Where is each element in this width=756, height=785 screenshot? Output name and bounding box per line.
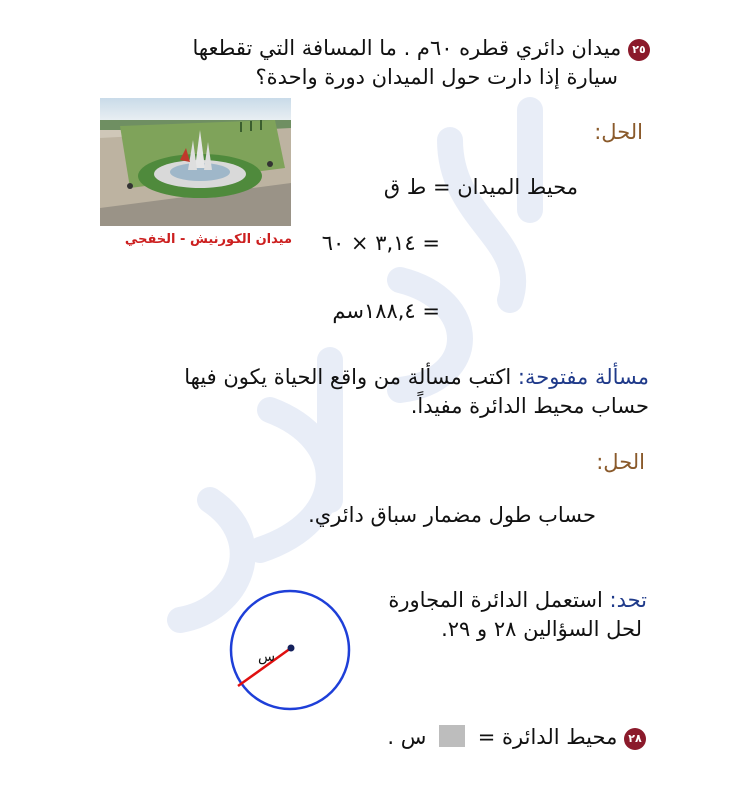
roundabout-photo <box>100 98 291 226</box>
solution-2-text: حساب طول مضمار سباق دائري. <box>308 503 596 527</box>
challenge-line1: استعمل الدائرة المجاورة <box>388 588 610 612</box>
solution-step-1: محيط الميدان = ط ق <box>383 175 578 199</box>
open-problem-label: مسألة مفتوحة: <box>517 365 649 389</box>
question-25-line1: ميدان دائري قطره ٦٠م . ما المسافة التي تقطعها <box>192 36 622 60</box>
challenge <box>388 585 647 615</box>
answer-blank-box[interactable] <box>439 725 465 747</box>
solution-2-heading: الحل: <box>596 450 645 474</box>
open-problem <box>184 362 649 392</box>
question-28-text: محيط الدائرة = <box>477 725 618 749</box>
challenge-line2: لحل السؤالين ٢٨ و ٢٩. <box>441 617 642 641</box>
question-25-line2: سيارة إذا دارت حول الميدان دورة واحدة؟ <box>255 65 618 89</box>
solution-heading: الحل: <box>594 120 643 144</box>
circle-diagram <box>228 588 352 712</box>
question-28 <box>387 722 646 752</box>
photo-caption: ميدان الكورنيش - الخفجي <box>124 232 292 247</box>
open-problem-line1: اكتب مسألة من واقع الحياة يكون فيها <box>184 365 518 389</box>
open-problem-line2: حساب محيط الدائرة مفيداً. <box>410 394 649 418</box>
solution-step-3: = ١٨٨,٤سم <box>332 299 440 323</box>
solution-step-2: = ٣,١٤ × ٦٠ <box>321 231 440 255</box>
question-25-badge: ٢٥ <box>628 39 650 61</box>
question-28-suffix: س . <box>387 725 427 749</box>
radius-label: س <box>258 649 276 665</box>
center-point <box>288 645 295 652</box>
question-28-badge: ٢٨ <box>624 728 646 750</box>
question-25 <box>192 33 650 63</box>
challenge-label: تحد: <box>609 588 647 612</box>
